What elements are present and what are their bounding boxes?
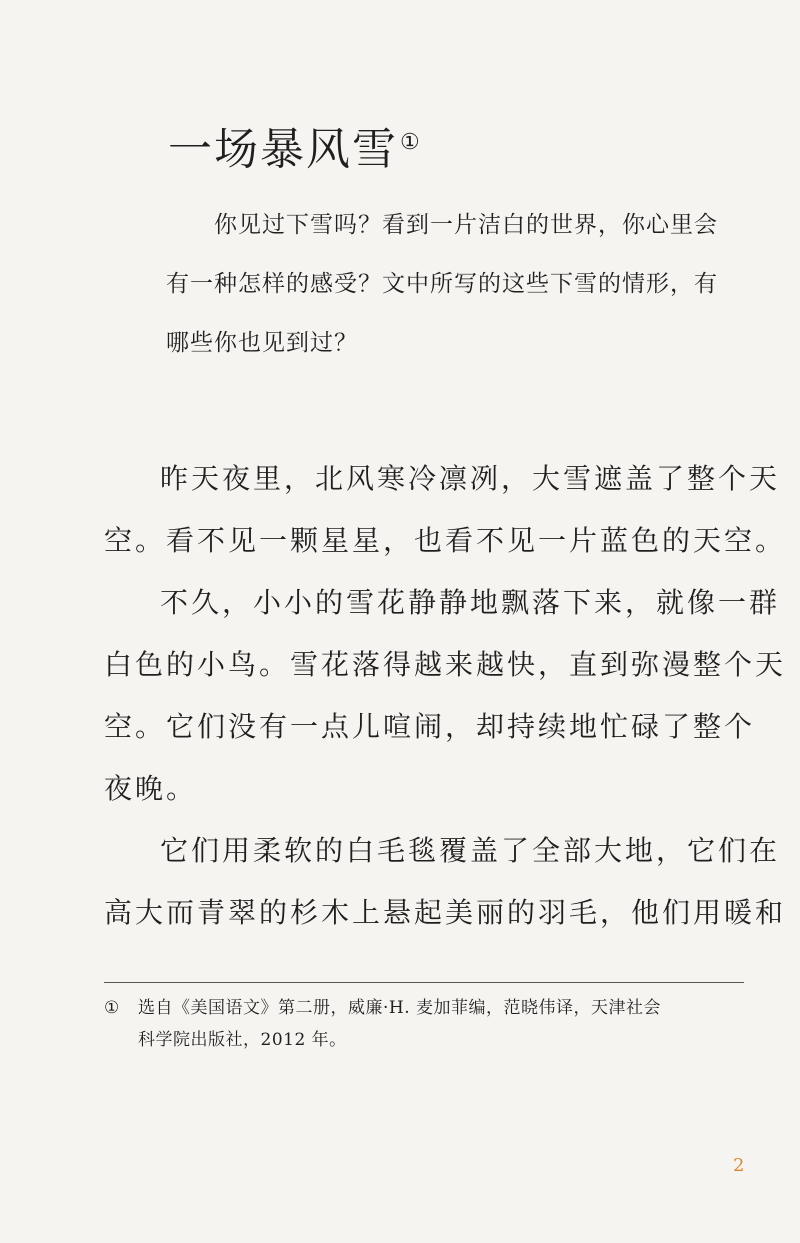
story-line: 白色的小鸟。雪花落得越来越快，直到弥漫整个天 (104, 648, 787, 681)
intro-line: 有一种怎样的感受？文中所写的这些下雪的情形，有 (166, 271, 718, 297)
intro-line: 哪些你也见到过？ (166, 330, 358, 356)
title-text: 一场暴风雪 (168, 124, 398, 176)
story-line: 它们用柔软的白毛毯覆盖了全部大地，它们在 (160, 834, 781, 867)
intro-prompt (166, 196, 750, 373)
title-footnote-marker: ① (400, 129, 422, 155)
footnote-marker: ① (104, 998, 120, 1018)
story-paragraph (104, 448, 787, 572)
footnote (104, 992, 754, 1056)
story-body (104, 448, 787, 944)
footnote-text: 科学院出版社，2012 年。 (138, 1030, 347, 1050)
footnote-divider (104, 982, 744, 983)
story-line: 昨天夜里，北风寒冷凛冽，大雪遮盖了整个天 (160, 462, 781, 495)
story-paragraph (104, 572, 787, 820)
story-line: 高大而青翠的杉木上悬起美丽的羽毛，他们用暖和 (104, 896, 787, 929)
page-number: 2 (733, 1155, 745, 1176)
intro-line: 你见过下雪吗？看到一片洁白的世界，你心里会 (214, 212, 718, 238)
story-line: 不久，小小的雪花静静地飘落下来，就像一群 (160, 586, 781, 619)
story-line: 夜晚。 (104, 772, 198, 805)
story-line: 空。它们没有一点儿喧闹，却持续地忙碌了整个 (104, 710, 756, 743)
footnote-text: 选自《美国语文》第二册，威廉·H. 麦加菲编，范晓伟译，天津社会 (138, 998, 662, 1018)
story-paragraph (104, 820, 787, 944)
footnote-first-line (104, 992, 754, 1024)
story-line: 空。看不见一颗星星，也看不见一片蓝色的天空。 (104, 524, 787, 557)
page-title (168, 113, 422, 177)
